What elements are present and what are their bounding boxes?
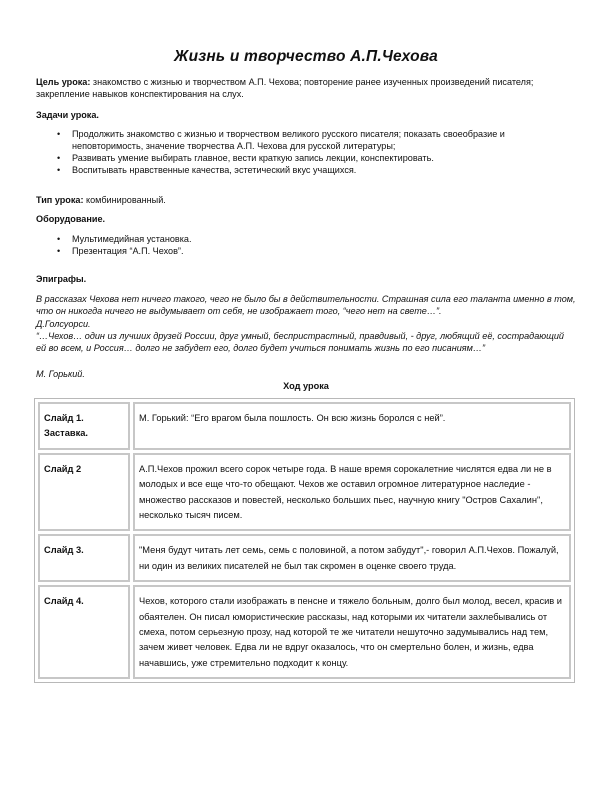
equipment-list bbox=[36, 233, 574, 257]
epigraph-author-2: М. Горький. bbox=[36, 369, 85, 379]
bullet-icon: • bbox=[57, 246, 61, 256]
bullet-icon: • bbox=[57, 165, 61, 175]
lesson-type-label: Тип урока: bbox=[36, 195, 84, 205]
list-item: • Воспитывать нравственные качества, эстетический вкус учащихся. bbox=[57, 165, 357, 175]
list-item: • Презентация “А.П. Чехов”. bbox=[57, 246, 184, 256]
tasks-heading: Задачи урока. bbox=[36, 110, 99, 120]
table-row bbox=[38, 402, 571, 450]
bullet-icon: • bbox=[57, 129, 61, 139]
list-item: • Продолжить знакомство с жизнью и творчеством великого русского писателя; показать своеобразие и неповторимость, значение творчества А.П. Чехова для русской литературы; bbox=[57, 129, 505, 151]
slide-content-cell: "Меня будут читать лет семь, семь с половиной, а потом забудут",- говорил А.П.Чехов. Пожалуй, ни один из великих писателей не был так скромен в оценке своего труда. bbox=[133, 534, 571, 582]
table-row bbox=[38, 534, 571, 582]
tasks-list bbox=[36, 128, 574, 176]
lesson-course-heading: Ход урока bbox=[283, 381, 329, 391]
page-title: Жизнь и творчество А.П.Чехова bbox=[174, 48, 438, 65]
list-item: • Развивать умение выбирать главное, вести краткую запись лекции, конспектировать. bbox=[57, 153, 434, 163]
slide-number-cell: Слайд 1. Заставка. bbox=[38, 402, 130, 450]
lesson-type bbox=[36, 194, 574, 206]
epigraph-quote-2: “…Чехов… один из лучших друзей России, друг умный, беспристрастный, правдивый, - друг, любящий её, сострадающий ей во всем, и Россия… долго не забудет его, долго будет учиться понимать жизнь по его писаниям…” bbox=[36, 331, 564, 353]
bullet-icon: • bbox=[57, 234, 61, 244]
epigraphs-heading: Эпиграфы. bbox=[36, 274, 87, 284]
slides-table bbox=[34, 398, 575, 683]
slide-content-cell: Чехов, которого стали изображать в пенсне и тяжело больным, долго был молод, весел, красив и обаятелен. Он писал юмористические рассказы, над которыми их читатели захлебывались от смеха, потом серьезную прозу, над которой те же читатели нешуточно задумывались над тем, зачем живет человек. Едва ли не вдруг оказалось, что он смертельно болен, и жизнь, едва начавшись, уже стремительно подходит к концу. bbox=[133, 585, 571, 679]
epigraph-quote-1: В рассказах Чехова нет ничего такого, чего не было бы в действительности. Страшная сила его таланта именно в том, что он никогда ничего не выдумывает от себя, не изображает того, “чего нет на свете…”. bbox=[36, 294, 576, 316]
slide-number-cell: Слайд 3. bbox=[38, 534, 130, 582]
bullet-icon: • bbox=[57, 153, 61, 163]
slide-number-cell: Слайд 4. bbox=[38, 585, 130, 679]
equipment-heading: Оборудование. bbox=[36, 214, 106, 224]
slide-content-cell: М. Горький: “Его врагом была пошлость. Он всю жизнь боролся с ней”. bbox=[133, 402, 571, 450]
slide-content-cell: А.П.Чехов прожил всего сорок четыре года. В наше время сорокалетние числятся едва ли не в молодых и все еще что-то обещают. Чехов же оставил огромное литературное наследие - множество рассказов и повестей, несколько больших пьес, научную книгу "Остров Сахалин", несколько тысяч писем. bbox=[133, 453, 571, 532]
slide-number-cell: Слайд 2 bbox=[38, 453, 130, 532]
epigraph-author-1: Д.Голсуорси. bbox=[36, 319, 91, 329]
table-row bbox=[38, 453, 571, 532]
lesson-type-value: комбинированный. bbox=[83, 195, 166, 205]
lesson-goal-text: знакомство с жизнью и творчеством А.П. Чехова; повторение ранее изученных произведений писателя; закрепление навыков конспектирования на слух. bbox=[36, 77, 534, 99]
lesson-goal bbox=[36, 76, 574, 100]
lesson-goal-label: Цель урока: bbox=[36, 77, 91, 87]
table-row bbox=[38, 585, 571, 679]
list-item: • Мультимедийная установка. bbox=[57, 234, 192, 244]
